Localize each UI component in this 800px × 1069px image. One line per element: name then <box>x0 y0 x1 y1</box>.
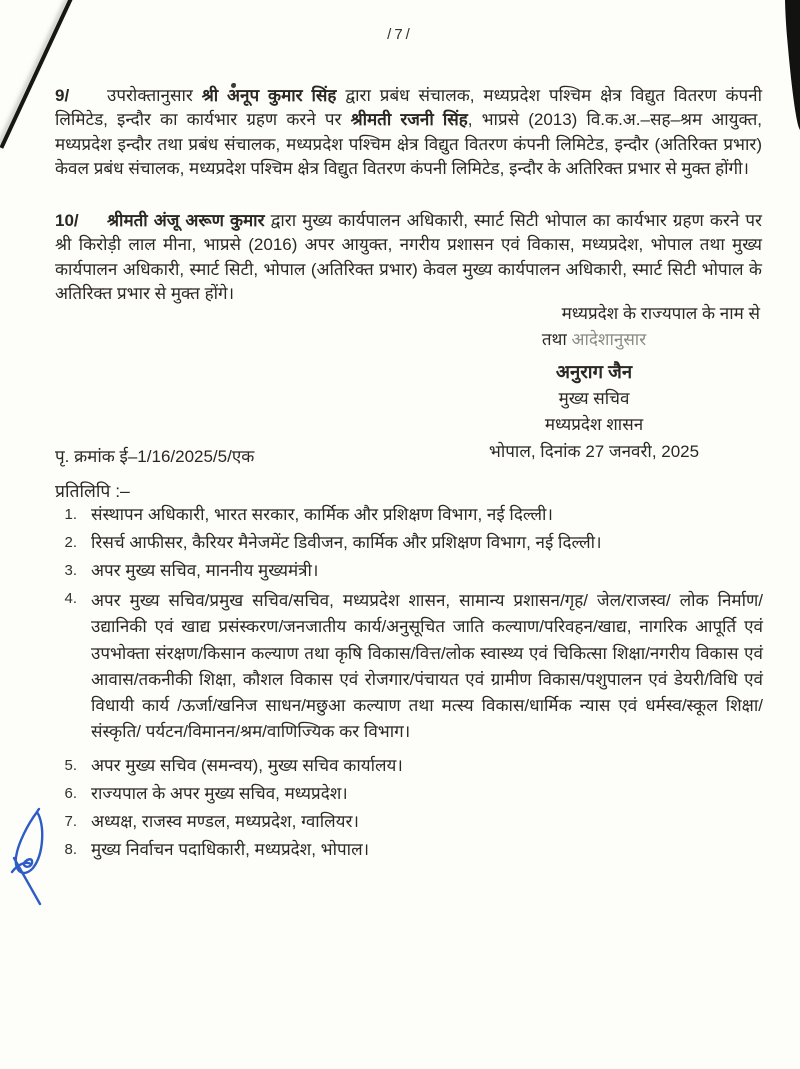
item-number: 5. <box>64 756 77 774</box>
item-text: अपर मुख्य सचिव/प्रमुख सचिव/सचिव, मध्यप्रदेश शासन, सामान्य प्रशासन/गृह/ जेल/राजस्व/ लोक निर्माण/उद्यानिकी एवं खाद्य प्रसंस्करण/जनजातीय कार्य/अनुसूचित जाति कल्याण/परिवहन/खाद्य, नागरिक आपूर्ति एवं उपभोक्ता संरक्षण/किसान कल्याण तथा कृषि विकास/वित्त/लोक स्वास्थ्य एवं चिकित्सा शिक्षा/नगरीय विकास एवं आवास/तकनीकी शिक्षा, कौशल विकास एवं रोजगार/पंचायत एवं ग्रामीण विकास/पशुपालन एवं डेयरी/विधि एवं विधायी कार्य /ऊर्जा/खनिज साधन/मछुआ कल्याण तथा मत्स्य विकास/धार्मिक न्यास एवं धर्मस्व/स्कूल शिक्षा/संस्कृति/ पर्यटन/विमानन/श्रम/वाणिज्यिक कर विभाग। <box>91 591 763 742</box>
copy-list <box>55 504 763 867</box>
signatory-organization: मध्यप्रदेश शासन <box>544 415 644 434</box>
copy-list-heading: प्रतिलिपि :– <box>55 481 130 501</box>
paragraph-10-tail: द्वारा मुख्य कार्यपालन अधिकारी, स्मार्ट सिटी भोपाल का कार्यभार ग्रहण करने पर श्री किरोड़ी लाल मीना, भाप्रसे (2016) अपर आयुक्त, नगरीय प्रशासन एवं विकास, मध्यप्रदेश, भोपाल तथा मुख्य कार्यपालन अधिकारी, स्मार्ट सिटी, भोपाल (अतिरिक्त प्रभार) केवल मुख्य कार्यपालन अधिकारी, स्मार्ट सिटी भोपाल के अतिरिक्त प्रभार से मुक्त होंगे। <box>55 211 762 304</box>
officer-name-rajni-singh: श्रीमती रजनी सिंह <box>350 110 468 130</box>
signatory-designation: मुख्य सचिव <box>558 389 630 408</box>
item-number: 6. <box>64 784 77 802</box>
item-number: 7. <box>64 812 77 830</box>
by-order-prefix: तथा <box>541 330 572 349</box>
item-text: अपर मुख्य सचिव, माननीय मुख्यमंत्री। <box>91 561 319 580</box>
by-order-word: आदेशानुसार <box>571 330 647 349</box>
list-item <box>55 560 763 582</box>
on-behalf-line: मध्यप्रदेश के राज्यपाल के नाम से <box>561 304 760 323</box>
item-text: संस्थापन अधिकारी, भारत सरकार, कार्मिक और प्रशिक्षण विभाग, नई दिल्ली। <box>91 505 553 524</box>
paragraph-9-text <box>55 84 762 182</box>
item-number: 8. <box>64 840 77 858</box>
item-text: अपर मुख्य सचिव (समन्वय), मुख्य सचिव कार्यालय। <box>91 755 403 775</box>
item-text: अध्यक्ष, राजस्व मण्डल, मध्यप्रदेश, ग्वालियर। <box>91 811 359 831</box>
item-number: 2. <box>64 534 77 551</box>
pen-scribble-mark <box>6 806 52 910</box>
signatory-name: अनुराग जैन <box>555 361 633 382</box>
list-item <box>55 588 763 746</box>
item-number: 3. <box>64 562 77 579</box>
endorsement-number: पृ. क्रमांक ई–1/16/2025/5/एक <box>55 447 255 466</box>
item-text: रिसर्च आफीसर, कैरियर मैनेजमेंट डिवीजन, कार्मिक और प्रशिक्षण विभाग, नई दिल्ली। <box>91 533 602 552</box>
paragraph-9-tail: , भाप्रसे (2013) वि.क.अ.–सह–श्रम आयुक्त, मध्यप्रदेश इन्दौर तथा प्रबंध संचालक, मध्यप्रदेश पश्चिम क्षेत्र विद्युत वितरण कंपनी लिमिटेड, इन्दौर (अतिरिक्त प्रभार) केवल प्रबंध संचालक, मध्यप्रदेश पश्चिम क्षेत्र विद्युत वितरण कंपनी लिमिटेड, इन्दौर के अतिरिक्त प्रभार से मुक्त होंगी। <box>55 110 762 179</box>
officer-name-anup-kumar-singh: श्री अनूप कुमार सिंह <box>201 86 337 105</box>
signature-block <box>428 301 760 465</box>
list-item <box>55 783 763 805</box>
list-item <box>55 755 763 777</box>
paragraph-9-mid: द्वारा प्रबंध संचालक, मध्यप्रदेश पश्चिम क्षेत्र विद्युत वितरण कंपनी लिमिटेड, इन्दौर का कार्यभार ग्रहण करने पर <box>55 86 762 130</box>
place-date-line: भोपाल, दिनांक 27 जनवरी, 2025 <box>488 442 700 461</box>
page-number: /7/ <box>387 26 413 43</box>
paragraph-9 <box>55 84 762 182</box>
paragraph-10-number: 10/ <box>55 211 79 230</box>
list-item <box>55 839 763 861</box>
scan-edge-strip <box>784 0 800 140</box>
by-order-line <box>428 327 760 353</box>
item-text: राज्यपाल के अपर मुख्य सचिव, मध्यप्रदेश। <box>91 783 348 803</box>
list-item <box>55 532 763 554</box>
list-item <box>55 811 763 833</box>
officer-name-anju-arun-kumar: श्रीमती अंजू अरूण कुमार <box>107 211 265 230</box>
item-number: 4. <box>64 590 77 607</box>
paragraph-10 <box>55 209 762 307</box>
list-item <box>55 504 763 526</box>
paragraph-9-lead: उपरोक्तानुसार <box>107 86 202 105</box>
item-text: मुख्य निर्वाचन पदाधिकारी, मध्यप्रदेश, भोपाल। <box>91 839 370 859</box>
item-number: 1. <box>64 506 77 523</box>
paragraph-9-number: 9/ <box>55 86 70 105</box>
paragraph-10-text <box>55 209 762 307</box>
